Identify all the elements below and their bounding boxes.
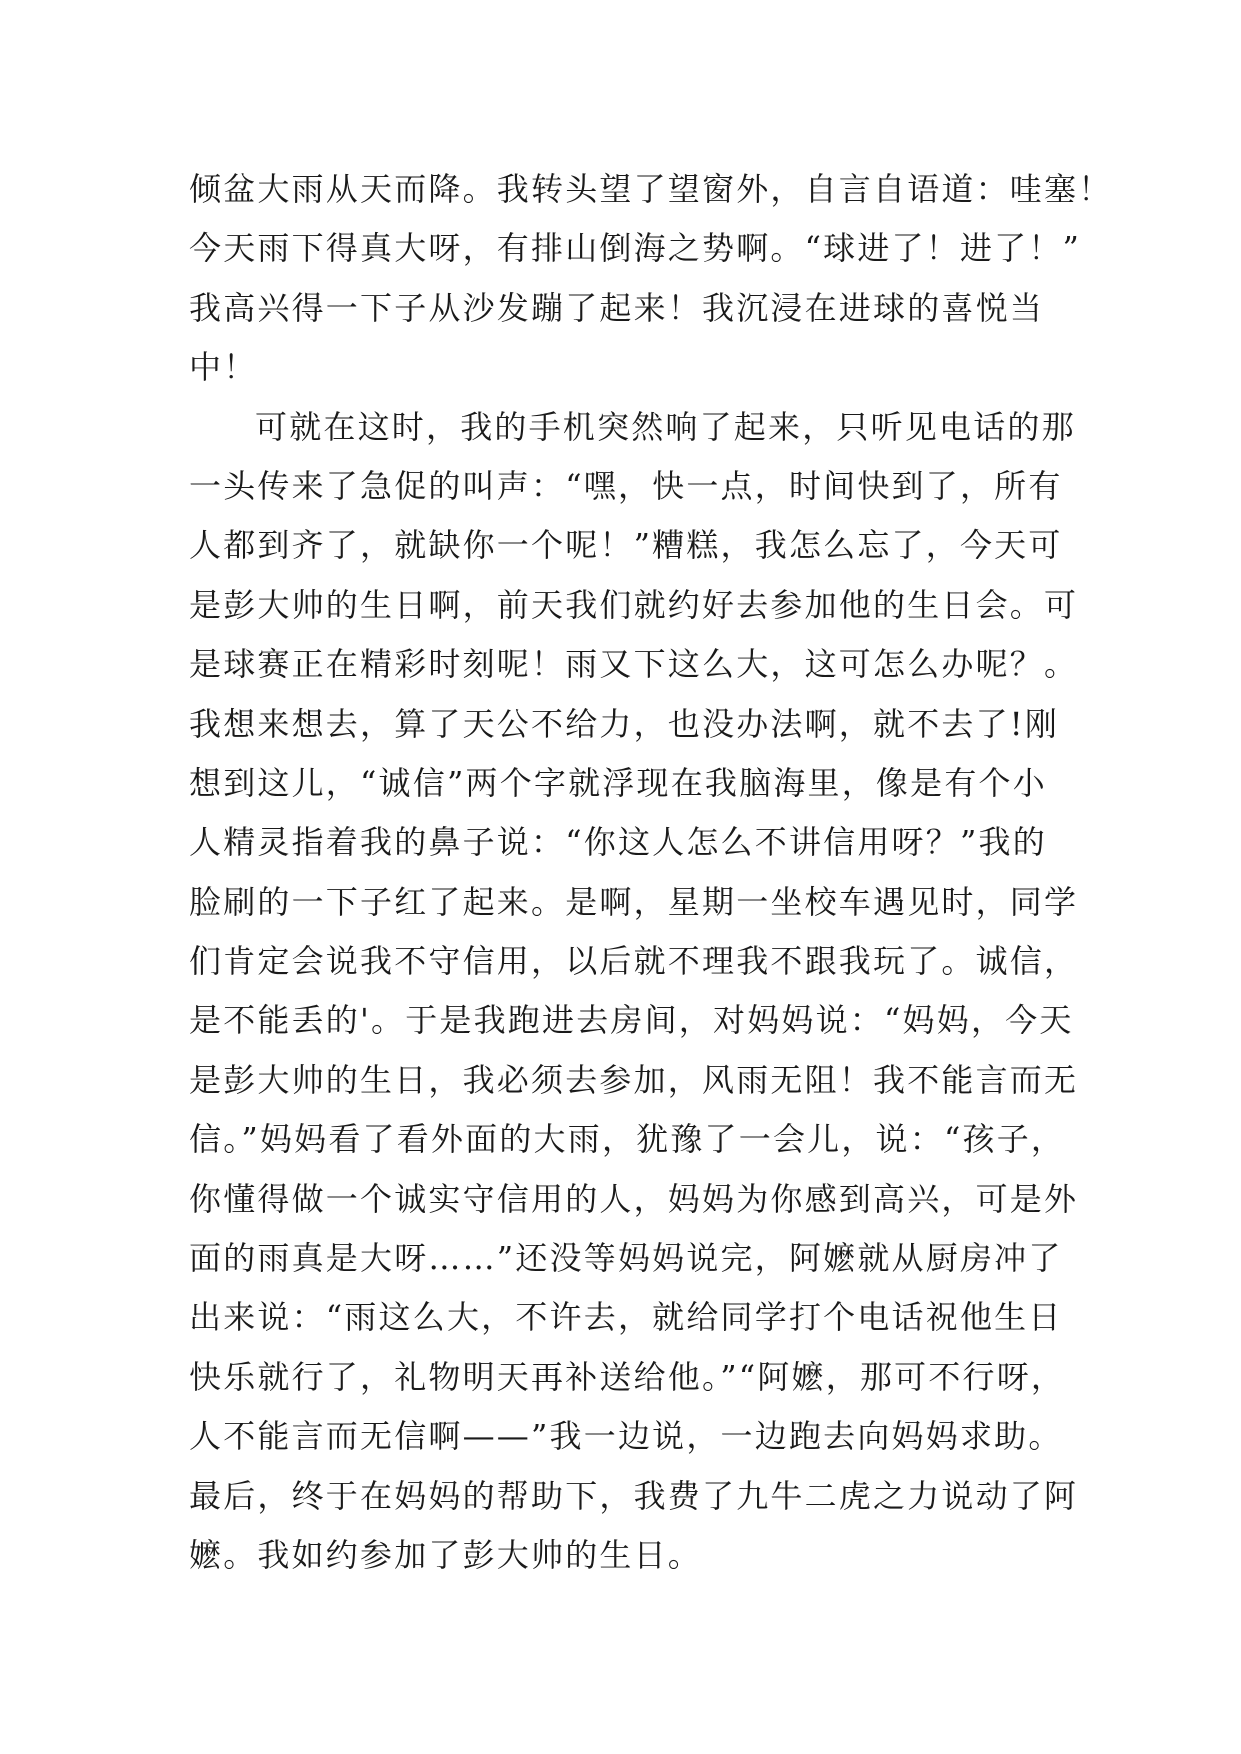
text-line: 嬷。我如约参加了彭大帅的生日。 [189, 1535, 703, 1574]
text-line: 人精灵指着我的鼻子说：“你这人怎么不讲信用呀？”我的 [189, 823, 1047, 862]
text-line: 最后，终于在妈妈的帮助下，我费了九牛二虎之力说动了阿 [189, 1476, 1079, 1515]
text-line: 面的雨真是大呀……”还没等妈妈说完，阿嬷就从厨房冲了 [189, 1239, 1063, 1278]
text-line: 你懂得做一个诚实守信用的人，妈妈为你感到高兴，可是外 [189, 1179, 1079, 1218]
paragraph-1 [189, 160, 1113, 398]
text-line: 可就在这时，我的手机突然响了起来，只听见电话的那 [255, 407, 1076, 446]
text-line: 倾盆大雨从天而降。我转头望了望窗外，自言自语道：哇塞！ [189, 170, 1113, 208]
text-line: 我高兴得一下子从沙发蹦了起来！我沉浸在进球的喜悦当 [189, 288, 1045, 327]
text-line: 信。”妈妈看了看外面的大雨，犹豫了一会儿，说：“孩子， [189, 1120, 1066, 1159]
text-line: 想到这儿，“诚信”两个字就浮现在我脑海里，像是有个小 [189, 763, 1047, 802]
text-line: 是不能丢的'。于是我跑进去房间，对妈妈说：“妈妈，今天 [189, 1001, 1074, 1040]
text-line: 中！ [189, 348, 258, 387]
text-line: 人都到齐了，就缺你一个呢！”糟糕，我怎么忘了，今天可 [189, 526, 1063, 565]
text-line: 我想来想去，算了天公不给力，也没办法啊，就不去了!刚 [189, 704, 1060, 743]
text-line: 出来说：“雨这么大，不许去，就给同学打个电话祝他生日 [189, 1298, 1063, 1337]
text-line: 一头传来了急促的叫声：“嘿，快一点，时间快到了，所有 [189, 466, 1063, 505]
text-line: 们肯定会说我不守信用，以后就不理我不跟我玩了。诚信， [189, 942, 1079, 981]
text-line: 是球赛正在精彩时刻呢！雨又下这么大，这可怎么办呢？。 [189, 645, 1079, 684]
text-line: 快乐就行了，礼物明天再补送给他。”“阿嬷，那可不行呀， [189, 1357, 1066, 1396]
text-line: 是彭大帅的生日啊，前天我们就约好去参加他的生日会。可 [189, 585, 1079, 624]
text-line: 脸刷的一下子红了起来。是啊，星期一坐校车遇见时，同学 [189, 882, 1079, 921]
essay-text [189, 160, 1113, 1585]
text-line: 今天雨下得真大呀，有排山倒海之势啊。“球进了！进了！” [189, 229, 1082, 268]
paragraph-2 [189, 398, 1089, 1586]
text-line: 是彭大帅的生日，我必须去参加，风雨无阻！我不能言而无 [189, 1060, 1079, 1099]
text-line: 人不能言而无信啊——”我一边说，一边跑去向妈妈求助。 [189, 1417, 1063, 1456]
